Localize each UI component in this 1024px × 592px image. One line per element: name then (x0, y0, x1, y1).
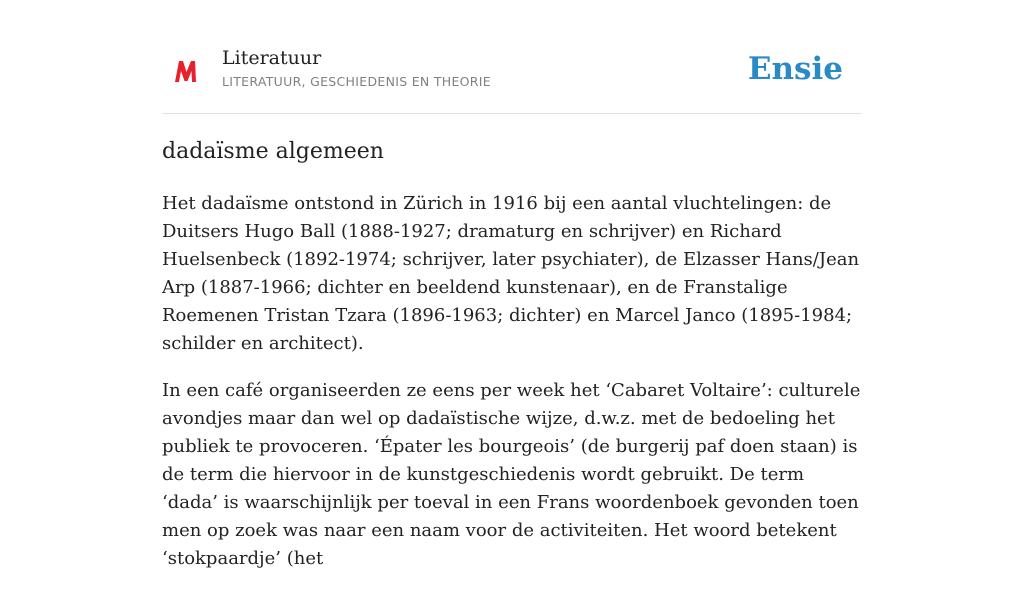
article-body (162, 190, 862, 592)
article-title: dadaïsme algemeen (162, 139, 384, 164)
article-paragraph: Het dadaïsme ontstond in Zürich in 1916 bij een aantal vluchtelingen: de Duitsers Hugo Ball (1888-1927; dramaturg en schrijver) en Richard Huelsenbeck (1892-1974; schrijver, later psychiater), de Elzasser Hans/Jean Arp (1887-1966; dichter en beeldend kunstenaar), en de Franstalige Roemenen Tristan Tzara (1896-1963; dichter) en Marcel Janco (1895-1984; schilder en architect). (162, 193, 860, 354)
page (162, 0, 862, 569)
article-paragraph: In een café organiseerden ze eens per week het ‘Cabaret Voltaire’: culturele avondjes maar dan wel op dadaïstische wijze, d.w.z. met de bedoeling het publiek te provoceren. ‘Épater les bourgeois’ (de burgerij paf doen staan) is de term die hiervoor in de kunstgeschiedenis wordt gebruikt. De term ‘dada’ is waarschijnlijk per toeval in een Frans woordenboek gevonden toen men op zoek was naar een naam voor de activiteiten. Het woord betekent ‘stokpaardje’ (het (162, 380, 861, 569)
m-logo-svg (172, 56, 202, 86)
site-header (162, 0, 862, 114)
site-subtitle[interactable]: LITERATUUR, GESCHIEDENIS EN THEORIE (222, 74, 491, 89)
site-title[interactable]: Literatuur (222, 47, 322, 69)
m-logo-icon[interactable] (172, 56, 202, 86)
ensie-logo[interactable]: Ensie (747, 51, 843, 87)
